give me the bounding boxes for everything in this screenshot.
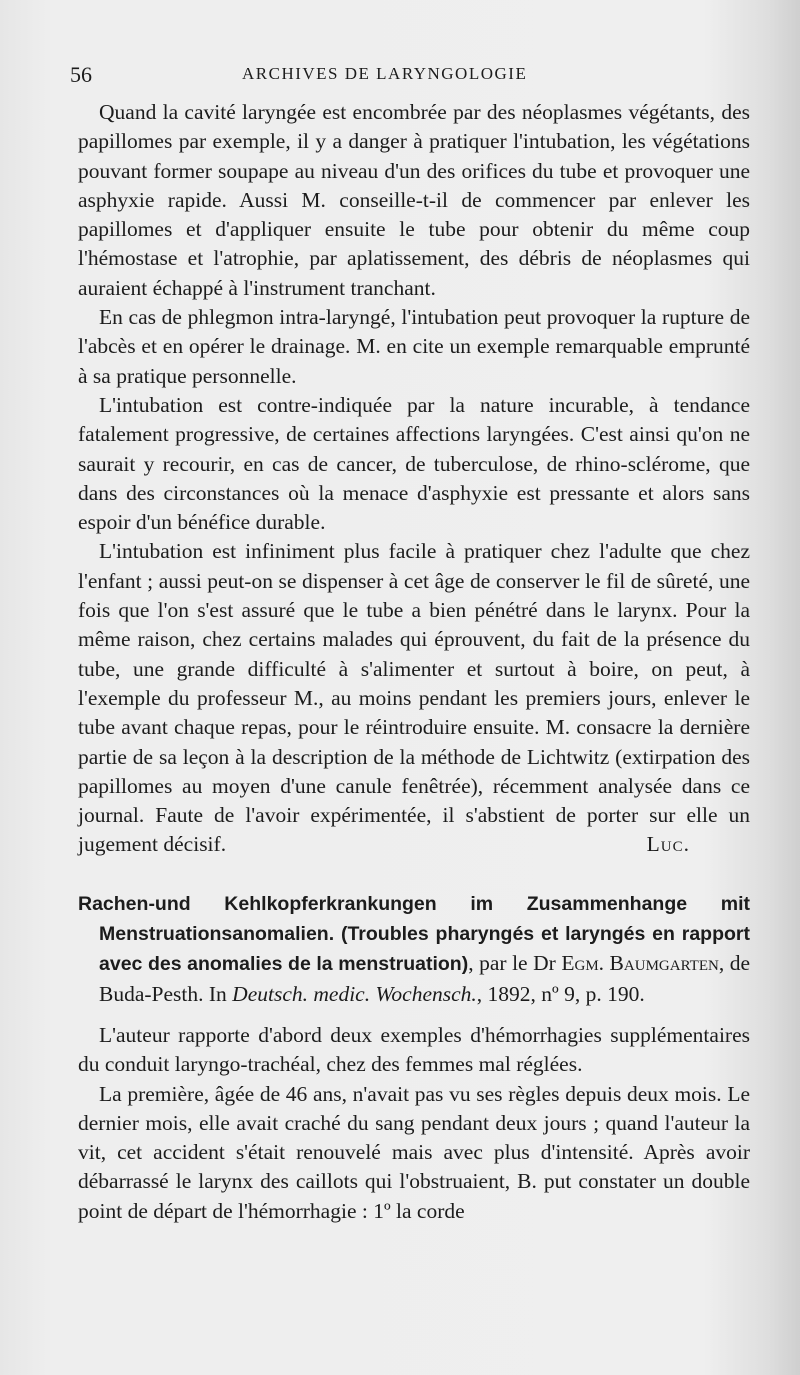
bibliographic-reference <box>78 889 750 1009</box>
paragraph: La première, âgée de 46 ans, n'avait pas vu ses règles depuis deux mois. Le dernier mois, elle avait craché du sang pendant deux jours ; quand l'auteur la vit, cet accident s'était renouvelé mais avec plus d'intensité. Après avoir débarrassé le larynx des caillots qui l'obstruaient, B. put constater un double point de départ de l'hémorrhagie : 1º la corde <box>78 1081 750 1223</box>
page-header <box>70 62 760 92</box>
page-number: 56 <box>70 62 92 87</box>
reference-by: , par le <box>468 951 528 976</box>
paragraph: Quand la cavité laryngée est encombrée par des néoplasmes végétants, des papillomes par exemple, il y a danger à pratiquer l'intubation, les végétations pouvant former soupape au niveau d'un des orifices du tube et provoquer une asphyxie rapide. Aussi M. conseille-t-il de commencer par enlever les papillomes et d'appliquer ensuite le tube pour obtenir du même coup l'hémostase et l'atrophie, par aplatissement, des débris de néoplasmes qui auraient échappé à l'instrument tranchant. <box>78 100 750 300</box>
reference-author: Egm. Baumgarten <box>561 951 719 976</box>
running-title: ARCHIVES DE LARYNGOLOGIE <box>242 64 528 83</box>
paragraph: L'auteur rapporte d'abord deux exemples d'hémorrhagies supplémentaires du conduit laryngo-trachéal, chez des femmes mal réglées. <box>78 1022 750 1077</box>
reference-title: Rachen-und Kehlkopferkrankungen im Zusammenhange mit Menstruationsanomalien. (Troubles pharyngés et laryngés en rapport avec des anomalies de la menstruation) <box>78 892 750 976</box>
reference-place: , de Buda-Pesth. In <box>99 951 751 1006</box>
paragraph <box>78 537 750 859</box>
author-signature: Luc. <box>646 832 690 857</box>
paragraph: L'intubation est contre-indiquée par la nature incurable, à tendance fatalement progressive, de certaines affections laryngées. C'est ainsi qu'on ne saurait y recourir, en cas de cancer, de tuberculose, de rhino-sclérome, que dans des circonstances où la menace d'asphyxie est pressante et alors sans espoir d'un bénéfice durable. <box>78 392 750 535</box>
reference-journal: Deutsch. medic. Wochensch. <box>232 981 477 1006</box>
reference-citation: , 1892, nº 9, p. 190. <box>476 981 645 1006</box>
article-body <box>78 98 750 1226</box>
paragraph-text: L'intubation est infiniment plus facile à pratiquer chez l'adulte que chez l'enfant ; aussi peut-on se dispenser à cet âge de conserver le fil de sûreté, une fois que l'on s'est assuré que le tube a bien pénétré dans le larynx. Pour la même raison, chez certains malades qui éprouvent, du fait de la présence du tube, une grande difficulté à s'alimenter et surtout à boire, on peut, à l'exemple du professeur M., au moins pendant les premiers jours, enlever le tube avant chaque repas, pour le réintroduire ensuite. M. consacre la dernière partie de sa leçon à la description de la méthode de Lichtwitz (extirpation des papillomes au moyen d'une canule fenêtrée), récemment analysée dans ce journal. Faute de l'avoir expérimentée, il s'abstient de porter sur elle un jugement décisif. <box>78 539 750 857</box>
paragraph: En cas de phlegmon intra-laryngé, l'intubation peut provoquer la rupture de l'abcès et en opérer le drainage. M. en cite un exemple remarquable emprunté à sa pratique personnelle. <box>78 305 750 388</box>
reference-honorific: Dr <box>533 951 556 976</box>
